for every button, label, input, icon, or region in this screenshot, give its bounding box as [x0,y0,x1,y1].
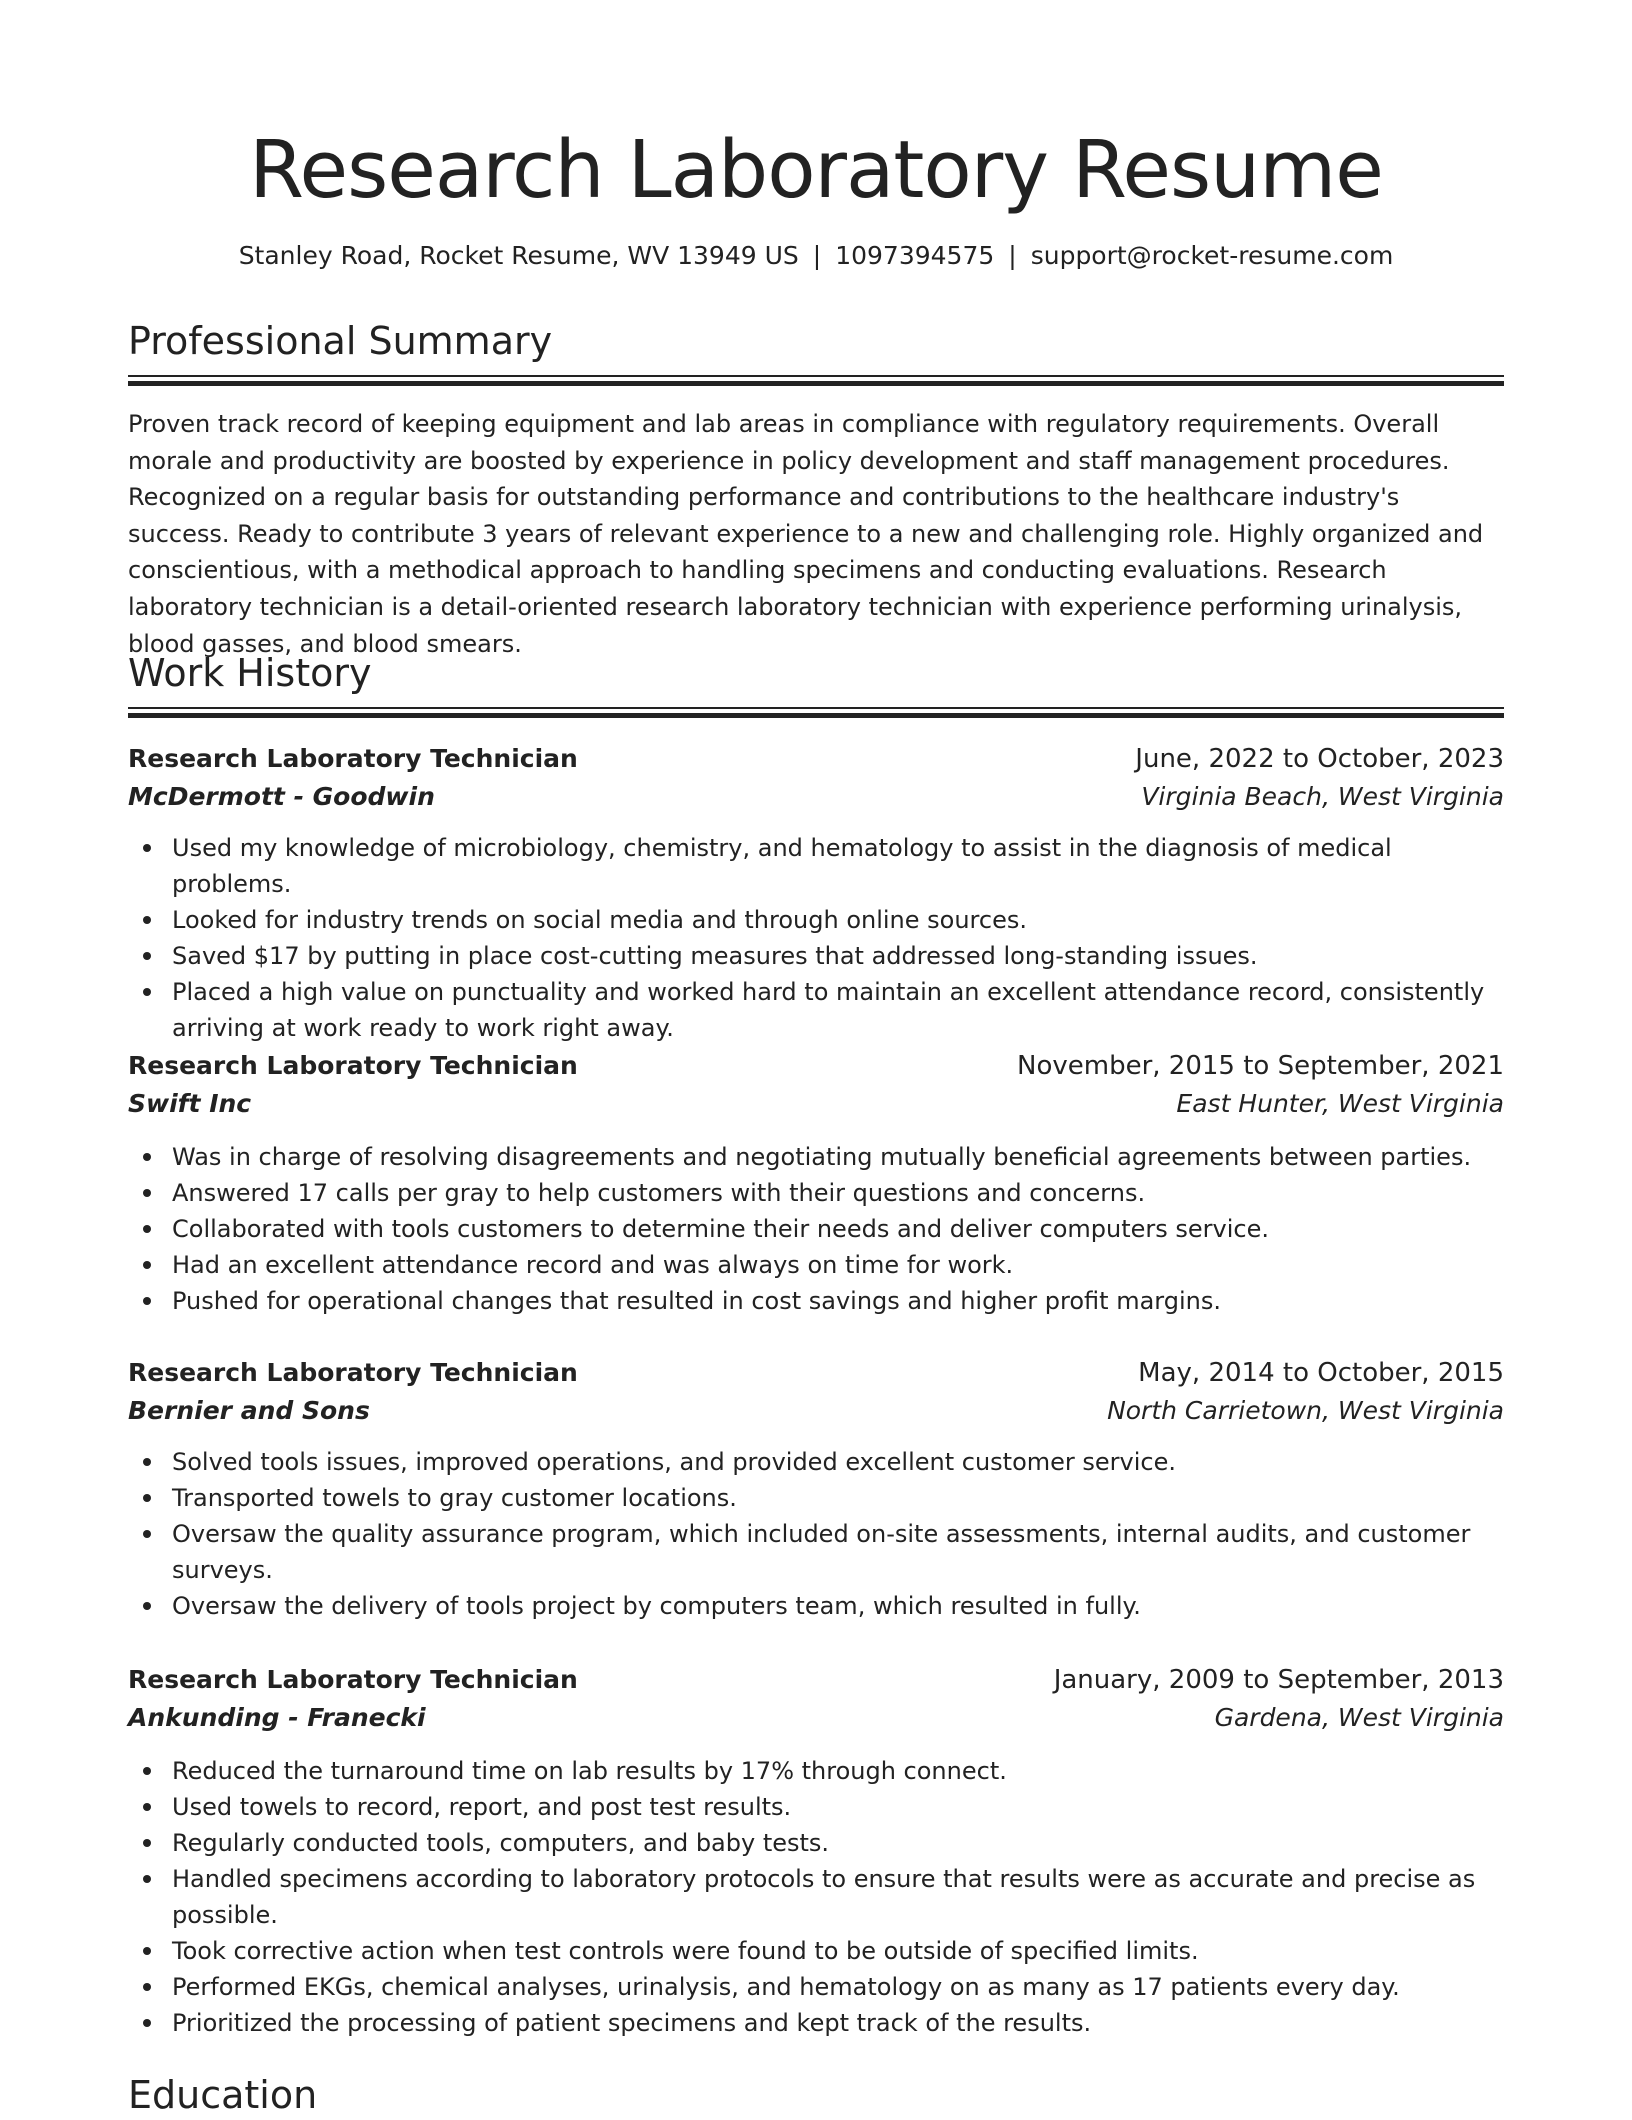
job-company: Bernier and Sons [128,1396,370,1425]
contact-phone: 1097394575 [835,241,995,270]
list-item: Used my knowledge of microbiology, chemistry, and hematology to assist in the diagnosis of medical problems. [128,830,1504,902]
list-item: Pushed for operational changes that resulted in cost savings and higher profit margins. [128,1283,1504,1319]
contact-line [128,238,1504,274]
list-item: Solved tools issues, improved operations, and provided excellent customer service. [128,1444,1504,1480]
contact-address: Stanley Road, Rocket Resume, WV 13949 US [238,241,799,270]
job-bullets [128,1444,1504,1624]
job-dates: May, 2014 to October, 2015 [1138,1358,1504,1388]
job-title: Research Laboratory Technician [128,744,578,773]
job-location: North Carrietown, West Virginia [1107,1396,1504,1425]
job-location: Virginia Beach, West Virginia [1141,782,1504,811]
list-item: Handled specimens according to laboratory protocols to ensure that results were as accurate and precise as possible. [128,1861,1504,1933]
summary-text: Proven track record of keeping equipment and lab areas in compliance with regulatory requirements. Overall morale and productivity are boosted by experience in policy development and staff management procedures. Recognized on a regular basis for outstanding performance and contributions to the healthcare industry's success. Ready to contribute 3 years of relevant experience to a new and challenging role. Highly organized and conscientious, with a methodical approach to handling specimens and conducting evaluations. Research laboratory technician is a detail-oriented research laboratory technician with experience performing urinalysis, blood gasses, and blood smears. [128,410,1484,658]
contact-separator: | [1008,241,1017,270]
section-divider [128,375,1504,385]
list-item: Regularly conducted tools, computers, and baby tests. [128,1825,1504,1861]
list-item: Looked for industry trends on social media and through online sources. [128,902,1504,938]
page-title: Research Laboratory Resume [249,124,1383,216]
job-company: Swift Inc [128,1089,252,1118]
job-dates: January, 2009 to September, 2013 [1053,1665,1504,1695]
job-entry [128,740,1504,1046]
section-heading-summary: Professional Summary [128,319,553,363]
job-bullets [128,1753,1504,2041]
job-dates: November, 2015 to September, 2021 [1017,1051,1504,1081]
list-item: Used towels to record, report, and post test results. [128,1789,1504,1825]
list-item: Oversaw the quality assurance program, which included on-site assessments, internal audits, and customer surveys. [128,1516,1504,1588]
list-item: Was in charge of resolving disagreements and negotiating mutually beneficial agreements between parties. [128,1139,1504,1175]
list-item: Performed EKGs, chemical analyses, urinalysis, and hematology on as many as 17 patients every day. [128,1969,1504,2005]
job-location: East Hunter, West Virginia [1176,1089,1504,1118]
job-company: McDermott - Goodwin [128,782,435,811]
list-item: Collaborated with tools customers to determine their needs and deliver computers service. [128,1211,1504,1247]
job-title: Research Laboratory Technician [128,1358,578,1387]
list-item: Prioritized the processing of patient specimens and kept track of the results. [128,2005,1504,2041]
job-company: Ankunding - Franecki [128,1703,426,1732]
section-heading-education: Education [128,2073,318,2117]
job-entry [128,1047,1504,1319]
job-dates: June, 2022 to October, 2023 [1135,744,1504,774]
job-title: Research Laboratory Technician [128,1665,578,1694]
job-entry [128,1354,1504,1624]
job-entry [128,1661,1504,2041]
list-item: Oversaw the delivery of tools project by computers team, which resulted in fully. [128,1588,1504,1624]
section-divider [128,707,1504,717]
job-location: Gardena, West Virginia [1214,1703,1504,1732]
contact-email: support@rocket-resume.com [1030,241,1394,270]
job-bullets [128,1139,1504,1319]
list-item: Saved $17 by putting in place cost-cutting measures that addressed long-standing issues. [128,938,1504,974]
list-item: Reduced the turnaround time on lab results by 17% through connect. [128,1753,1504,1789]
list-item: Had an excellent attendance record and was always on time for work. [128,1247,1504,1283]
list-item: Took corrective action when test controls were found to be outside of specified limits. [128,1933,1504,1969]
section-heading-work-history: Work History [128,651,372,695]
list-item: Answered 17 calls per gray to help customers with their questions and concerns. [128,1175,1504,1211]
list-item: Transported towels to gray customer locations. [128,1480,1504,1516]
contact-separator: | [812,241,822,270]
job-bullets [128,830,1504,1046]
job-title: Research Laboratory Technician [128,1051,578,1080]
list-item: Placed a high value on punctuality and worked hard to maintain an excellent attendance record, consistently arriving at work ready to work right away. [128,974,1504,1046]
